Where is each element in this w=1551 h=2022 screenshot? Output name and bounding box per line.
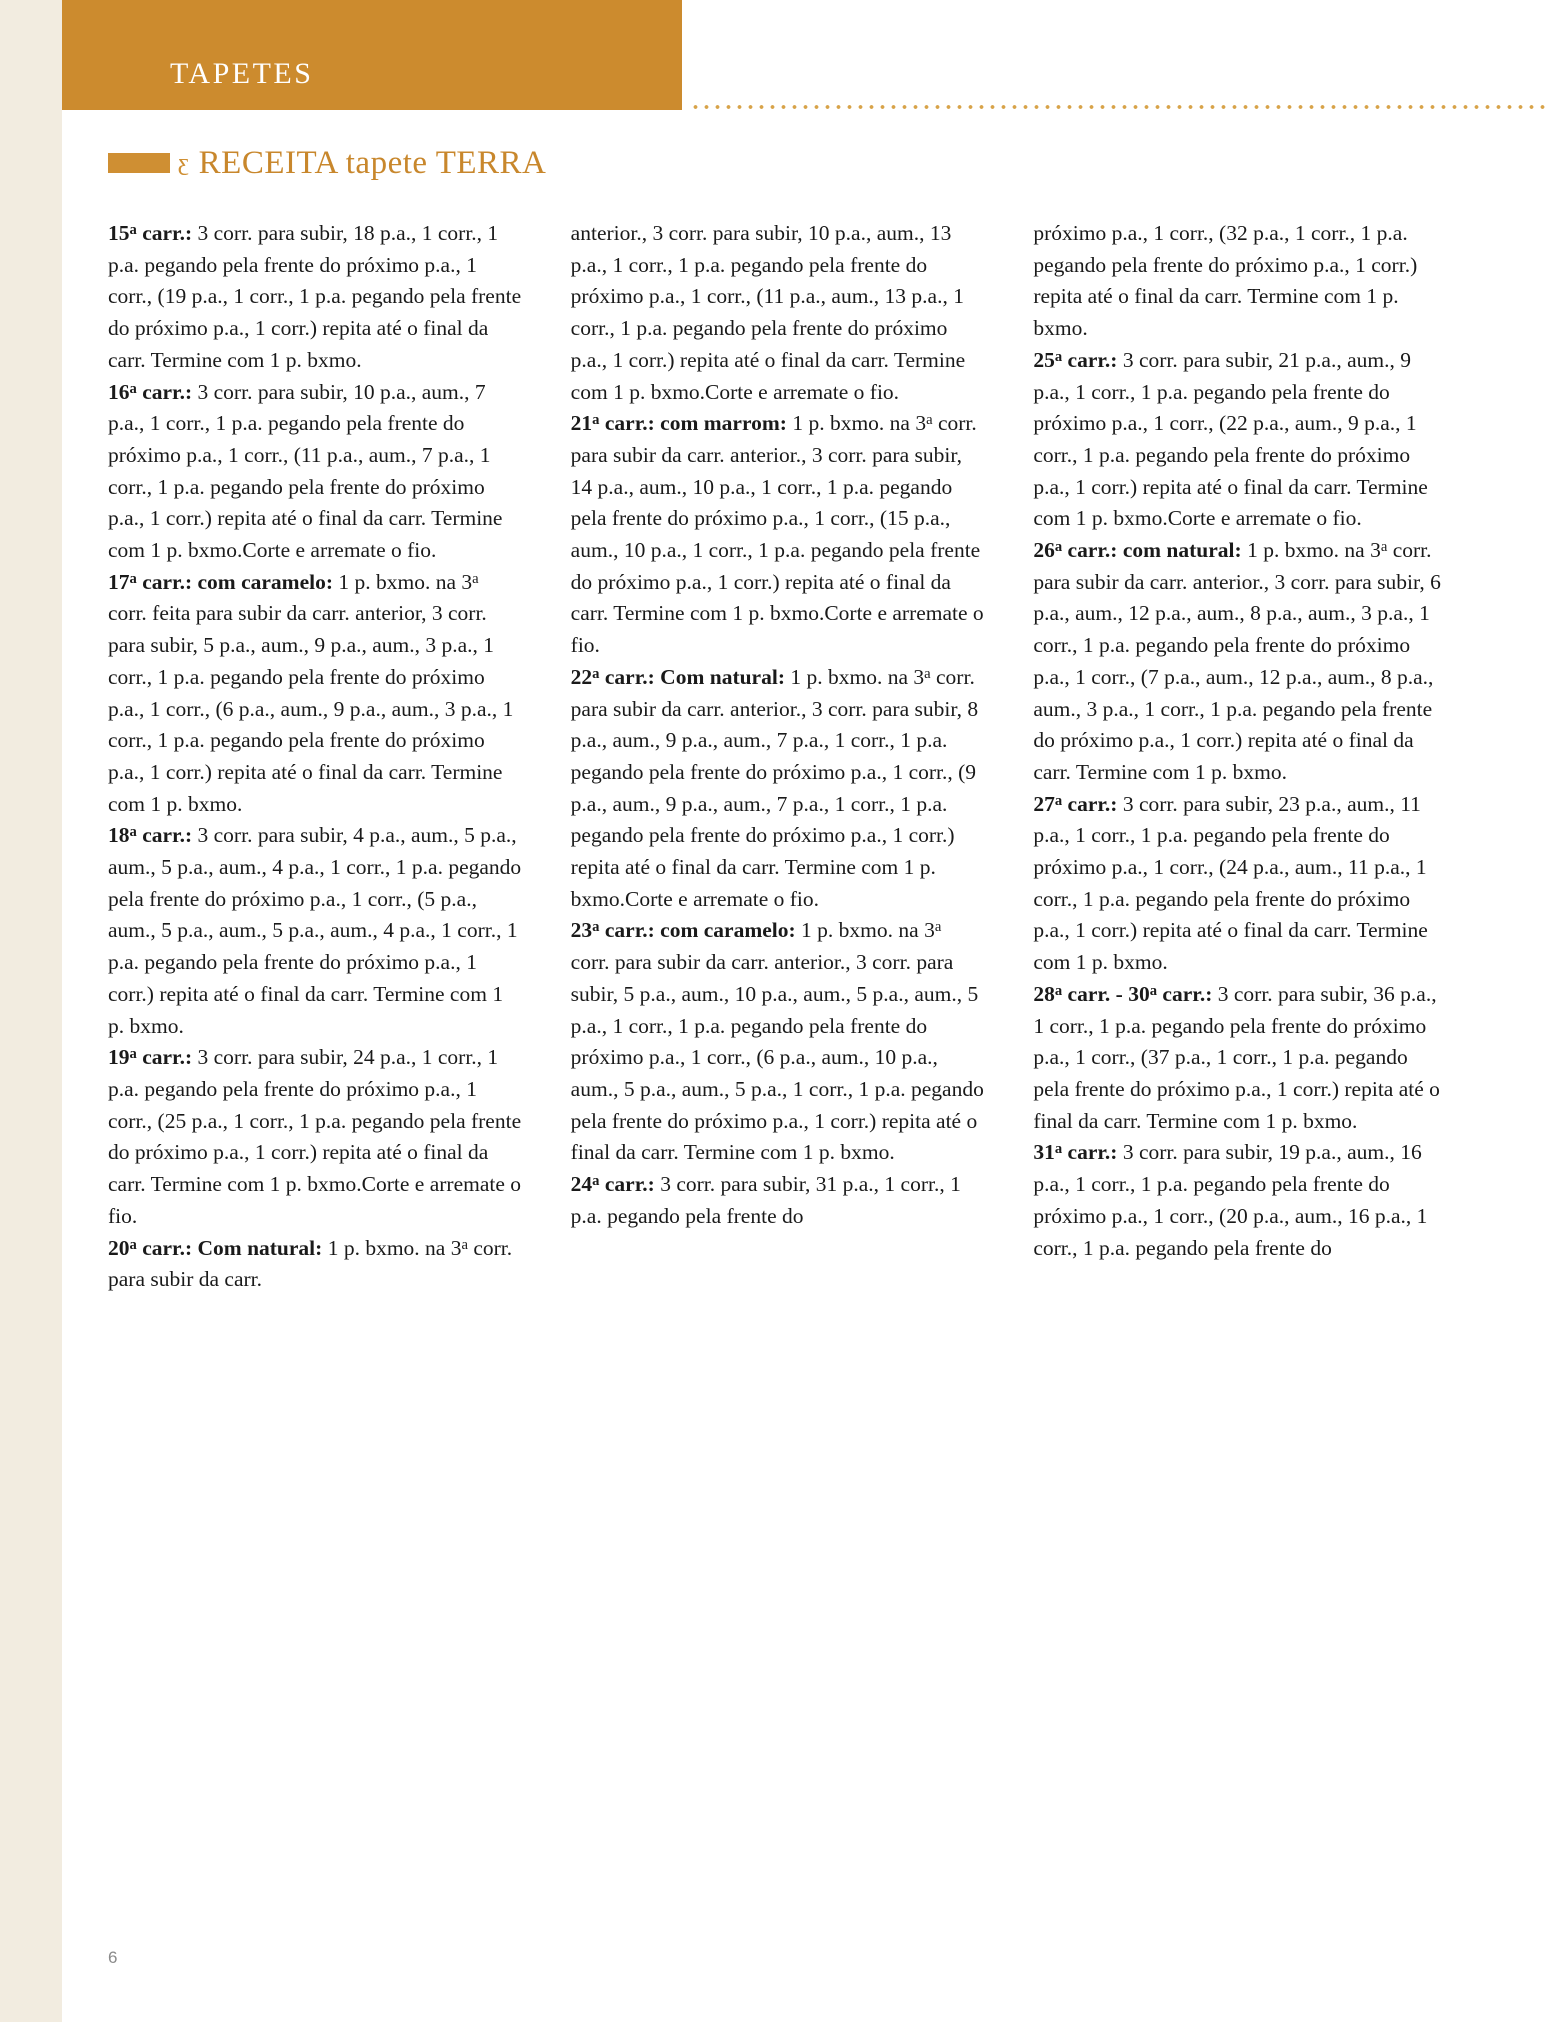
row-instruction [108, 567, 523, 821]
recipe-title: RECEITA tapete TERRA [198, 144, 547, 181]
recipe-heading [108, 140, 868, 186]
article-body [108, 218, 1448, 1296]
ornament-block-icon [108, 153, 170, 173]
row-instruction [1033, 789, 1448, 979]
row-instruction [1033, 535, 1448, 789]
row-label: 15$^a$ carr.: [108, 221, 193, 245]
text-column-3 [1033, 218, 1448, 1296]
row-text: 3 corr. para subir, 23 p.a., aum., 11 p.a., 1 corr., 1 p.a. pegando pela frente do próximo p.a., 1 corr., (24 p.a., aum., 11 p.a., 1 corr., 1 p.a. pegando pela frente do próximo p.a., 1 corr.) repita até o final da carr. Termine com 1 p. bxmo. [1033, 791, 1428, 975]
row-label: 28$^a$ carr. - 30$^a$ carr.: [1033, 981, 1213, 1006]
row-instruction [571, 662, 986, 916]
page-number: 6 [108, 1948, 118, 1967]
row-label: 27$^a$ carr.: [1033, 791, 1118, 816]
left-margin-band [0, 0, 62, 2022]
row-instruction [108, 820, 523, 1042]
swirl-ornament-icon: ʒ [178, 150, 189, 176]
row-text: 1 p. bxmo. na 3$^a$ corr. para subir da carr. anterior., 3 corr. para subir, 8 p.a., aum., 9 p.a., aum., 7 p.a., 1 corr., 1 p.a. pegando pela frente do próximo p.a., 1 corr., (9 p.a., aum., 9 p.a., aum., 7 p.a., 1 corr., 1 p.a. pegando pela frente do próximo p.a., 1 corr.) repita até o final da carr. Termine com 1 p. bxmo.Corte e arremate o fio. [570, 664, 979, 911]
row-text: 3 corr. para subir, 21 p.a., aum., 9 p.a., 1 corr., 1 p.a. pegando pela frente do próximo p.a., 1 corr., (22 p.a., aum., 9 p.a., 1 corr., 1 p.a. pegando pela frente do próximo p.a., 1 corr.) repita até o final da carr. Termine com 1 p. bxmo.Corte e arremate o fio. [1033, 347, 1428, 531]
row-instruction [571, 218, 986, 408]
row-instruction [108, 1233, 523, 1296]
row-instruction [1033, 218, 1448, 345]
row-text: 3 corr. para subir, 31 p.a., 1 corr., 1 p.a. pegando pela frente do [570, 1172, 961, 1228]
row-label: 19$^a$ carr.: [108, 1045, 193, 1070]
row-label: 25$^a$ carr.: [1033, 347, 1118, 372]
row-text: 3 corr. para subir, 4 p.a., aum., 5 p.a., aum., 5 p.a., aum., 4 p.a., 1 corr., 1 p.a. pegando pela frente do próximo p.a., 1 corr., (5 p.a., aum., 5 p.a., aum., 5 p.a., aum., 4 p.a., 1 corr., 1 p.a. pegando pela frente do próximo p.a., 1 corr.) repita até o final da carr. Termine com 1 p. bxmo. [108, 823, 522, 1038]
row-text: 1 p. bxmo. na 3$^a$ corr. feita para subir da carr. anterior, 3 corr. para subir, 5 p.a., aum., 9 p.a., aum., 3 p.a., 1 corr., 1 p.a. pegando pela frente do próximo p.a., 1 corr., (6 p.a., aum., 9 p.a., aum., 3 p.a., 1 corr., 1 p.a. pegando pela frente do próximo p.a., 1 corr.) repita até o final da carr. Termine com 1 p. bxmo. [108, 569, 514, 816]
header-dotted-rule [690, 104, 1551, 110]
row-text: próximo p.a., 1 corr., (32 p.a., 1 corr., 1 p.a. pegando pela frente do próximo p.a., 1 corr.) repita até o final da carr. Termine com 1 p. bxmo. [1033, 221, 1418, 341]
row-label: 18$^a$ carr.: [108, 823, 193, 848]
row-text: 3 corr. para subir, 18 p.a., 1 corr., 1 p.a. pegando pela frente do próximo p.a., 1 corr., (19 p.a., 1 corr., 1 p.a. pegando pela frente do próximo p.a., 1 corr.) repita até o final da carr. Termine com 1 p. bxmo. [108, 221, 522, 372]
row-label: 24$^a$ carr.: [570, 1172, 655, 1197]
row-label: 16$^a$ carr.: [108, 379, 193, 404]
row-label: 20$^a$ carr.: Com natural: [108, 1235, 323, 1260]
row-label: 21$^a$ carr.: com marrom: [570, 411, 787, 436]
row-instruction [571, 915, 986, 1169]
row-text: 3 corr. para subir, 10 p.a., aum., 7 p.a., 1 corr., 1 p.a. pegando pela frente do próximo p.a., 1 corr., (11 p.a., aum., 7 p.a., 1 corr., 1 p.a. pegando pela frente do próximo p.a., 1 corr.) repita até o final da carr. Termine com 1 p. bxmo.Corte e arremate o fio. [108, 379, 503, 563]
row-instruction [571, 1169, 986, 1232]
row-instruction [108, 1042, 523, 1232]
row-text: 3 corr. para subir, 36 p.a., 1 corr., 1 p.a. pegando pela frente do próximo p.a., 1 corr., (37 p.a., 1 corr., 1 p.a. pegando pela frente do próximo p.a., 1 corr.) repita até o final da carr. Termine com 1 p. bxmo. [1033, 981, 1440, 1133]
row-text: 1 p. bxmo. na 3$^a$ corr. para subir da carr. anterior., 3 corr. para subir, 5 p.a., aum., 10 p.a., aum., 5 p.a., aum., 5 p.a., 1 corr., 1 p.a. pegando pela frente do próximo p.a., 1 corr., (6 p.a., aum., 10 p.a., aum., 5 p.a., aum., 5 p.a., 1 corr., 1 p.a. pegando pela frente do próximo p.a., 1 corr.) repita até o final da carr. Termine com 1 p. bxmo. [570, 918, 984, 1165]
section-header-bar [62, 0, 682, 110]
row-instruction [1033, 979, 1448, 1138]
row-label: 31$^a$ carr.: [1033, 1140, 1118, 1165]
row-label: 17$^a$ carr.: com caramelo: [108, 569, 333, 594]
row-instruction [1033, 1137, 1448, 1264]
row-instruction [108, 377, 523, 567]
row-label: 23$^a$ carr.: com caramelo: [570, 918, 796, 943]
row-instruction [108, 218, 523, 377]
row-label: 22$^a$ carr.: Com natural: [570, 664, 785, 689]
text-column-2 [571, 218, 986, 1296]
page-title: TAPETES [170, 57, 314, 90]
row-text: 3 corr. para subir, 24 p.a., 1 corr., 1 p.a. pegando pela frente do próximo p.a., 1 corr., (25 p.a., 1 corr., 1 p.a. pegando pela frente do próximo p.a., 1 corr.) repita até o final da carr. Termine com 1 p. bxmo.Corte e arremate o fio. [108, 1045, 522, 1228]
row-text: 1 p. bxmo. na 3$^a$ corr. para subir da carr. [108, 1235, 513, 1292]
text-column-1 [108, 218, 523, 1296]
row-instruction [571, 408, 986, 662]
row-text: 1 p. bxmo. na 3$^a$ corr. para subir da carr. anterior., 3 corr. para subir, 6 p.a., aum., 12 p.a., aum., 8 p.a., aum., 3 p.a., 1 corr., 1 p.a. pegando pela frente do próximo p.a., 1 corr., (7 p.a., aum., 12 p.a., aum., 8 p.a., aum., 3 p.a., 1 corr., 1 p.a. pegando pela frente do próximo p.a., 1 corr.) repita até o final da carr. Termine com 1 p. bxmo. [1033, 538, 1441, 784]
row-text: 1 p. bxmo. na 3$^a$ corr. para subir da carr. anterior., 3 corr. para subir, 14 p.a., aum., 10 p.a., 1 corr., 1 p.a. pegando pela frente do próximo p.a., 1 corr., (15 p.a., aum., 10 p.a., 1 corr., 1 p.a. pegando pela frente do próximo p.a., 1 corr.) repita até o final da carr. Termine com 1 p. bxmo.Corte e arremate o fio. [570, 411, 984, 658]
row-text: 3 corr. para subir, 19 p.a., aum., 16 p.a., 1 corr., 1 p.a. pegando pela frente do próximo p.a., 1 corr., (20 p.a., aum., 16 p.a., 1 corr., 1 p.a. pegando pela frente do [1033, 1140, 1428, 1260]
row-text: anterior., 3 corr. para subir, 10 p.a., aum., 13 p.a., 1 corr., 1 p.a. pegando pela frente do próximo p.a., 1 corr., (11 p.a., aum., 13 p.a., 1 corr., 1 p.a. pegando pela frente do próximo p.a., 1 corr.) repita até o final da carr. Termine com 1 p. bxmo.Corte e arremate o fio. [570, 221, 966, 404]
row-instruction [1033, 345, 1448, 535]
row-label: 26$^a$ carr.: com natural: [1033, 538, 1242, 563]
